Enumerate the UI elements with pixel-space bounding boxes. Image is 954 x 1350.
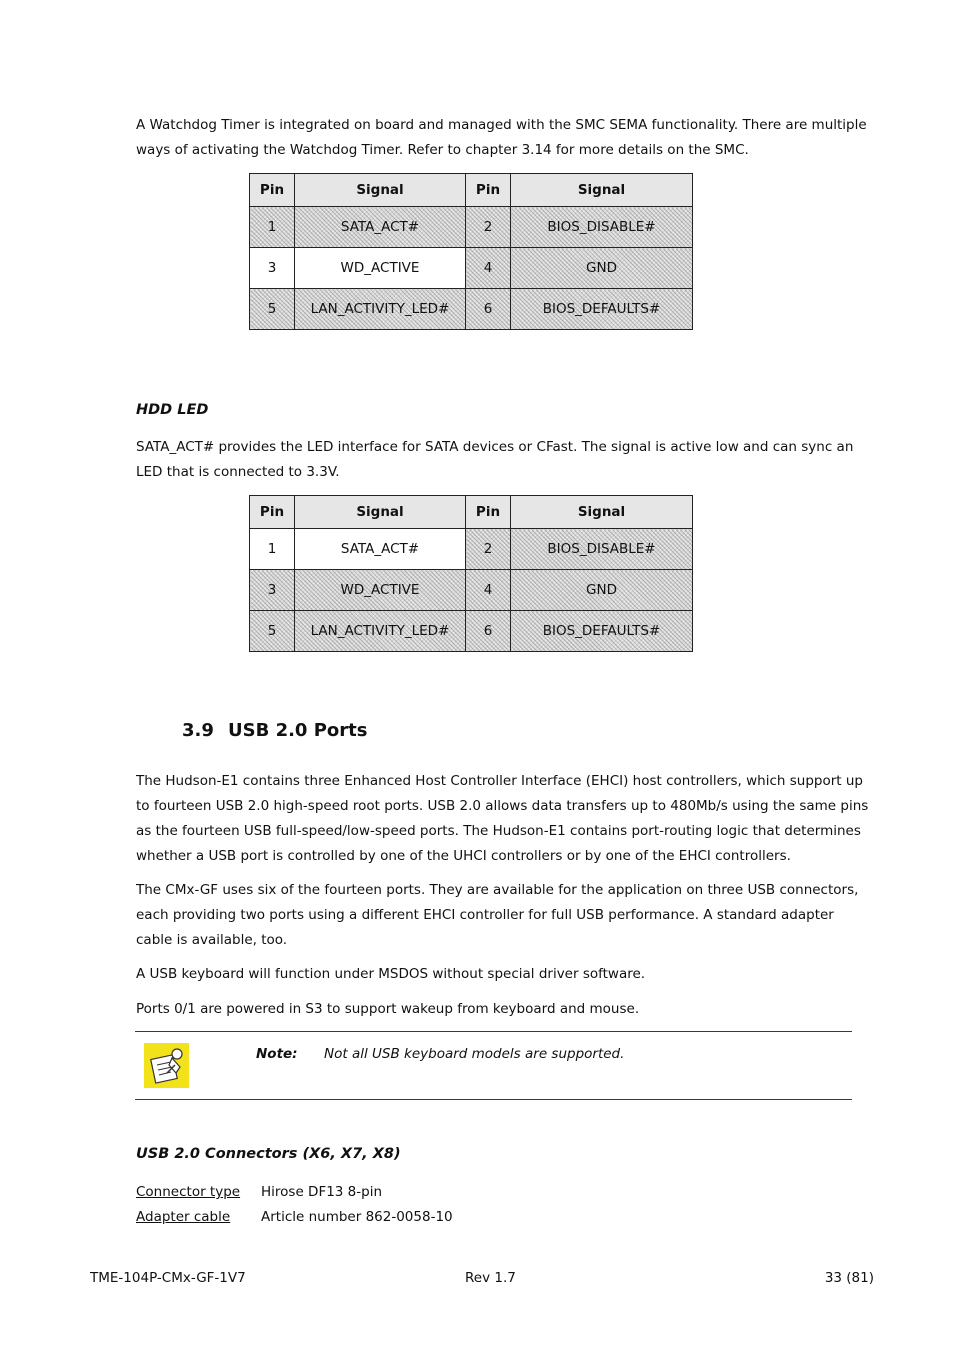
signal-cell: LAN_ACTIVITY_LED# (295, 289, 466, 330)
signal-cell: GND (511, 570, 693, 611)
header-signal: Signal (295, 496, 466, 529)
header-pin: Pin (250, 174, 295, 207)
signal-cell: BIOS_DISABLE# (511, 529, 693, 570)
usb-paragraph-2: The CMx-GF uses six of the fourteen ports. They are available for the application on three USB connectors, each providing two ports using a different EHCI controller for full USB performance. A standard adapter cable is available, too. (136, 882, 859, 948)
section-heading (182, 720, 367, 741)
connector-type-row (136, 1184, 382, 1200)
signal-cell: SATA_ACT# (295, 207, 466, 248)
section-number: 3.9 (182, 720, 214, 741)
table-row (250, 611, 693, 652)
table-header-row (250, 174, 693, 207)
pin-table-hdd-led (249, 495, 693, 652)
hdd-led-heading: HDD LED (136, 402, 209, 418)
footer-page-number: 33 (81) (824, 1270, 874, 1286)
adapter-cable-row (136, 1209, 453, 1225)
header-pin: Pin (466, 174, 511, 207)
connector-type-value: Hirose DF13 8-pin (261, 1184, 383, 1200)
table-row (250, 570, 693, 611)
note-writing-icon (144, 1043, 189, 1088)
header-pin: Pin (250, 496, 295, 529)
header-pin: Pin (466, 496, 511, 529)
pin-cell: 4 (466, 248, 511, 289)
signal-cell: WD_ACTIVE (295, 570, 466, 611)
pin-cell: 1 (250, 529, 295, 570)
usb-paragraph-1: The Hudson-E1 contains three Enhanced Host Controller Interface (EHCI) host controllers, which support up to fourteen USB 2.0 high-speed root ports. USB 2.0 allows data transfers up to 480Mb/s using the same pins as the fourteen USB full-speed/low-speed ports. The Hudson-E1 contains port-routing logic that determines whether a USB port is controlled by one of the UHCI controllers or by one of the EHCI controllers. (136, 773, 869, 864)
pin-cell: 1 (250, 207, 295, 248)
table-row (250, 289, 693, 330)
pin-cell: 4 (466, 570, 511, 611)
pin-cell: 5 (250, 611, 295, 652)
note-label: Note: (256, 1046, 298, 1062)
pin-cell: 2 (466, 529, 511, 570)
pin-table-watchdog (249, 173, 693, 330)
note-box (135, 1031, 852, 1100)
footer-doc-id: TME-104P-CMx-GF-1V7 (90, 1270, 246, 1286)
usb-connectors-heading: USB 2.0 Connectors (X6, X7, X8) (136, 1146, 401, 1162)
note-text: Not all USB keyboard models are supported. (324, 1046, 625, 1062)
signal-cell: SATA_ACT# (295, 529, 466, 570)
pin-cell: 5 (250, 289, 295, 330)
pin-cell: 6 (466, 611, 511, 652)
usb-paragraph-4: Ports 0/1 are powered in S3 to support wakeup from keyboard and mouse. (136, 1001, 640, 1017)
pin-cell: 2 (466, 207, 511, 248)
footer-revision: Rev 1.7 (465, 1270, 516, 1286)
table-row (250, 248, 693, 289)
signal-cell: BIOS_DEFAULTS# (511, 289, 693, 330)
header-signal: Signal (511, 496, 693, 529)
header-signal: Signal (511, 174, 693, 207)
pin-cell: 3 (250, 570, 295, 611)
adapter-cable-value: Article number 862-0058-10 (261, 1209, 453, 1225)
pin-cell: 6 (466, 289, 511, 330)
table-header-row (250, 496, 693, 529)
header-signal: Signal (295, 174, 466, 207)
signal-cell: BIOS_DISABLE# (511, 207, 693, 248)
table-row (250, 529, 693, 570)
table-row (250, 207, 693, 248)
section-title: USB 2.0 Ports (228, 720, 368, 741)
signal-cell: LAN_ACTIVITY_LED# (295, 611, 466, 652)
signal-cell: WD_ACTIVE (295, 248, 466, 289)
signal-cell: BIOS_DEFAULTS# (511, 611, 693, 652)
intro-paragraph: A Watchdog Timer is integrated on board and managed with the SMC SEMA functionality. There are multiple ways of activating the Watchdog Timer. Refer to chapter 3.14 for more details on the SMC. (136, 117, 867, 158)
hdd-led-paragraph: SATA_ACT# provides the LED interface for SATA devices or CFast. The signal is active low and can sync an LED that is connected to 3.3V. (136, 439, 854, 480)
usb-paragraph-3: A USB keyboard will function under MSDOS without special driver software. (136, 966, 646, 982)
adapter-cable-label: Adapter cable (136, 1209, 231, 1225)
connector-type-label: Connector type (136, 1184, 241, 1200)
pin-cell: 3 (250, 248, 295, 289)
signal-cell: GND (511, 248, 693, 289)
